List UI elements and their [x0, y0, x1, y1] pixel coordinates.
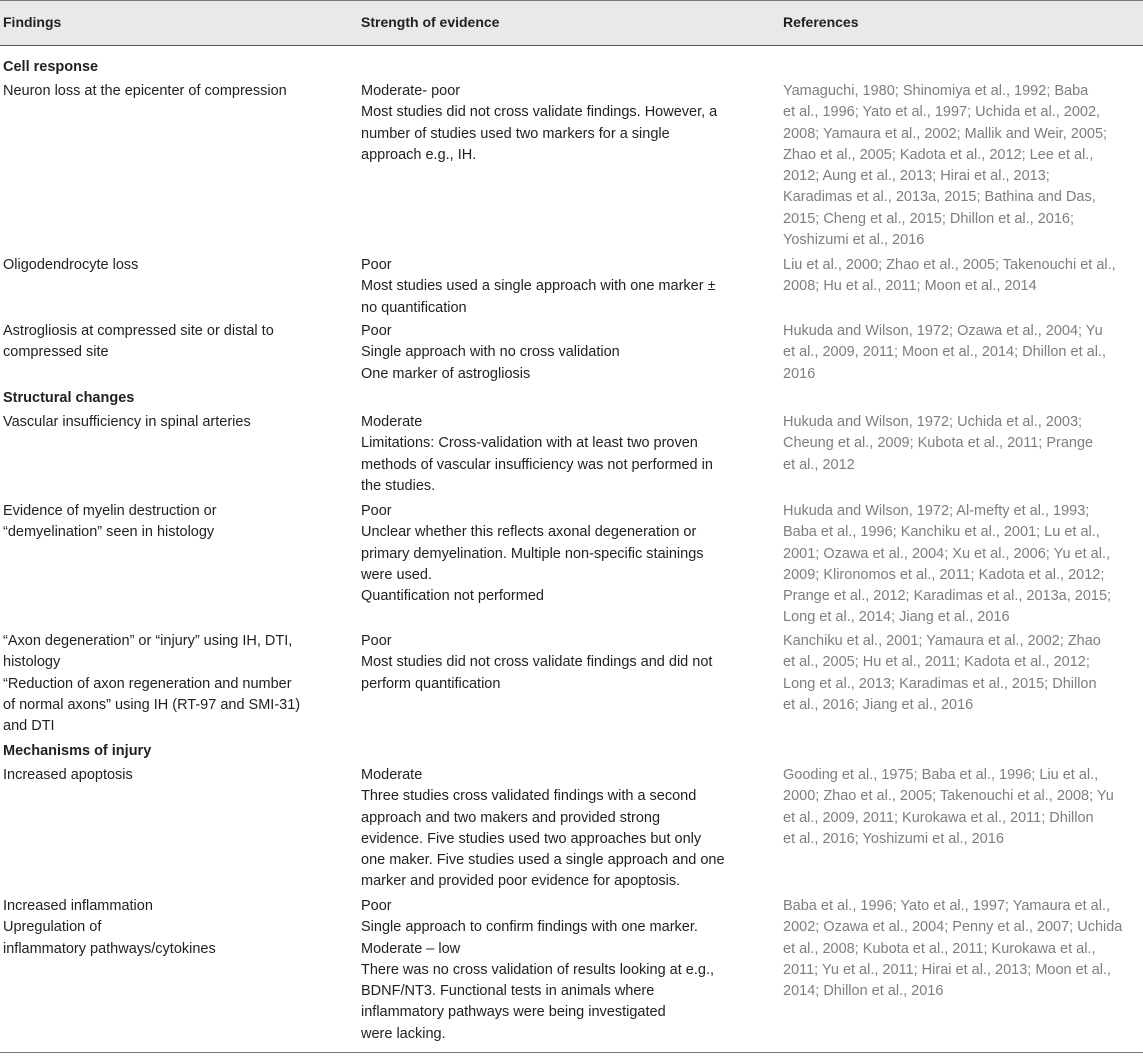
finding-cell-line: compressed site [3, 344, 109, 361]
references-cell-line: Long et al., 2013; Karadimas et al., 2015; Dhillon [783, 675, 1097, 692]
strength-cell [361, 81, 761, 166]
references-cell-line: Cheung et al., 2009; Kubota et al., 2011; Prange [783, 435, 1094, 452]
finding-cell [3, 321, 355, 364]
section-heading: Mechanisms of injury [3, 743, 152, 759]
strength-cell-line: Quantification not performed [361, 588, 544, 605]
references-cell-line: 2016 [783, 365, 816, 382]
header-strength-of-evidence: Strength of evidence [361, 14, 500, 30]
references-cell-line: Yoshizumi et al., 2016 [783, 232, 925, 249]
finding-cell-line: Neuron loss at the epicenter of compression [3, 83, 287, 99]
finding-cell-line: Increased apoptosis [3, 767, 133, 783]
references-cell-line: et al., 2008; Kubota et al., 2011; Kurokawa et al., [783, 940, 1096, 957]
references-cell-line: 2000; Zhao et al., 2005; Takenouchi et al., 2008; Yu [783, 788, 1114, 805]
strength-cell [361, 896, 761, 1045]
references-cell-line: Liu et al., 2000; Zhao et al., 2005; Takenouchi et al., [783, 257, 1116, 273]
references-cell-line: Hukuda and Wilson, 1972; Al-mefty et al., 1993; [783, 503, 1090, 519]
strength-cell-line: Poor [361, 257, 392, 273]
references-cell-line: Hukuda and Wilson, 1972; Uchida et al., 2003; [783, 414, 1083, 430]
finding-cell [3, 501, 355, 544]
finding-cell-line: inflammatory pathways/cytokines [3, 940, 216, 957]
strength-cell-line: Single approach to confirm findings with one marker. [361, 919, 698, 936]
strength-cell-line: the studies. [361, 477, 436, 494]
references-cell-line: 2012; Aung et al., 2013; Hirai et al., 2013; [783, 168, 1050, 185]
strength-cell-line: There was no cross validation of results looking at e.g., [361, 961, 715, 978]
finding-cell-line: Upregulation of [3, 919, 102, 936]
references-cell-line: et al., 2005; Hu et al., 2011; Kadota et al., 2012; [783, 654, 1090, 671]
strength-cell-line: Most studies used a single approach with one marker ± [361, 278, 716, 295]
finding-cell-line: of normal axons” using IH (RT-97 and SMI-31) [3, 696, 301, 713]
references-cell [783, 765, 1143, 850]
references-cell-line: Zhao et al., 2005; Kadota et al., 2012; Lee et al., [783, 146, 1094, 163]
strength-cell-line: Single approach with no cross validation [361, 344, 620, 361]
finding-cell-line: Oligodendrocyte loss [3, 257, 139, 273]
references-cell-line: et al., 2009, 2011; Kurokawa et al., 2011; Dhillon [783, 809, 1094, 826]
strength-cell-line: Moderate [361, 414, 423, 430]
references-cell [783, 81, 1143, 251]
references-cell-line: et al., 2016; Yoshizumi et al., 2016 [783, 830, 1004, 847]
strength-cell-line: no quantification [361, 299, 467, 316]
table-bottom-rule [0, 1052, 1143, 1053]
references-cell-line: 2001; Ozawa et al., 2004; Xu et al., 2006; Yu et al., [783, 545, 1111, 562]
strength-cell [361, 765, 761, 893]
finding-cell [3, 255, 355, 276]
finding-cell [3, 896, 355, 960]
strength-cell-line: approach and two makers and provided strong [361, 809, 661, 826]
finding-cell [3, 81, 355, 102]
references-cell-line: 2009; Klironomos et al., 2011; Kadota et al., 2012; [783, 566, 1105, 583]
references-cell-line: et al., 2016; Jiang et al., 2016 [783, 696, 974, 713]
header-references: References [783, 14, 859, 30]
strength-cell-line: One marker of astrogliosis [361, 365, 531, 382]
references-cell-line: Kanchiku et al., 2001; Yamaura et al., 2002; Zhao [783, 633, 1101, 649]
references-cell-line: 2002; Ozawa et al., 2004; Penny et al., 2007; Uchida [783, 919, 1123, 936]
strength-cell-line: Poor [361, 503, 392, 519]
finding-cell [3, 412, 355, 433]
strength-cell-line: methods of vascular insufficiency was not performed in [361, 456, 713, 473]
references-cell [783, 896, 1143, 1002]
strength-cell-line: Three studies cross validated findings with a second [361, 788, 697, 805]
references-cell-line: 2014; Dhillon et al., 2016 [783, 983, 944, 1000]
references-cell [783, 412, 1143, 476]
strength-cell-line: BDNF/NT3. Functional tests in animals where [361, 983, 655, 1000]
references-cell-line: 2015; Cheng et al., 2015; Dhillon et al., 2016; [783, 210, 1075, 227]
finding-cell-line: “Reduction of axon regeneration and number [3, 675, 292, 692]
strength-cell-line: were lacking. [361, 1025, 446, 1042]
references-cell-line: et al., 1996; Yato et al., 1997; Uchida et al., 2002, [783, 104, 1101, 121]
strength-cell-line: Poor [361, 898, 392, 914]
header-findings: Findings [3, 14, 62, 30]
section-heading: Cell response [3, 59, 99, 75]
references-cell-line: Long et al., 2014; Jiang et al., 2016 [783, 609, 1010, 626]
finding-cell-line: “Axon degeneration” or “injury” using IH, DTI, [3, 633, 293, 649]
references-cell [783, 255, 1143, 298]
strength-cell-line: perform quantification [361, 675, 501, 692]
strength-cell [361, 255, 761, 319]
finding-cell-line: Increased inflammation [3, 898, 153, 914]
strength-cell-line: Most studies did not cross validate findings. However, a [361, 104, 718, 121]
references-cell-line: 2008; Yamaura et al., 2002; Mallik and Weir, 2005; [783, 125, 1108, 142]
references-cell-line: Karadimas et al., 2013a, 2015; Bathina and Das, [783, 189, 1096, 206]
finding-cell [3, 765, 355, 786]
references-cell [783, 631, 1143, 716]
references-cell-line: 2011; Yu et al., 2011; Hirai et al., 2013; Moon et al., [783, 961, 1112, 978]
strength-cell-line: inflammatory pathways were being investigated [361, 1004, 666, 1021]
strength-cell [361, 321, 761, 385]
strength-cell-line: primary demyelination. Multiple non-specific stainings [361, 545, 704, 562]
references-cell-line: Yamaguchi, 1980; Shinomiya et al., 1992; Baba [783, 83, 1089, 99]
references-cell-line: Prange et al., 2012; Karadimas et al., 2013a, 2015; [783, 588, 1112, 605]
strength-cell-line: Moderate – low [361, 940, 461, 957]
strength-cell-line: Limitations: Cross-validation with at least two proven [361, 435, 698, 452]
references-cell-line: Baba et al., 1996; Yato et al., 1997; Yamaura et al., [783, 898, 1111, 914]
references-cell [783, 321, 1143, 385]
finding-cell-line: Astrogliosis at compressed site or distal to [3, 323, 274, 339]
strength-cell-line: approach e.g., IH. [361, 146, 477, 163]
references-cell-line: et al., 2012 [783, 456, 855, 473]
finding-cell-line: Vascular insufficiency in spinal arteries [3, 414, 251, 430]
references-cell-line: Gooding et al., 1975; Baba et al., 1996; Liu et al., [783, 767, 1099, 783]
strength-cell-line: Moderate [361, 767, 423, 783]
references-cell-line: Hukuda and Wilson, 1972; Ozawa et al., 2004; Yu [783, 323, 1103, 339]
strength-cell [361, 412, 761, 497]
strength-cell-line: Poor [361, 323, 392, 339]
strength-cell-line: Unclear whether this reflects axonal degeneration or [361, 524, 697, 541]
strength-cell-line: were used. [361, 566, 432, 583]
strength-cell-line: one maker. Five studies used a single approach and one [361, 852, 725, 869]
references-cell-line: 2008; Hu et al., 2011; Moon et al., 2014 [783, 278, 1037, 295]
section-heading: Structural changes [3, 390, 135, 406]
table-header [0, 0, 1143, 46]
references-cell [783, 501, 1143, 629]
strength-cell-line: evidence. Five studies used two approaches but only [361, 830, 702, 847]
strength-cell-line: Most studies did not cross validate findings and did not [361, 654, 713, 671]
strength-cell [361, 501, 761, 607]
finding-cell-line: Evidence of myelin destruction or [3, 503, 217, 519]
finding-cell [3, 631, 355, 737]
strength-cell-line: Poor [361, 633, 392, 649]
references-cell-line: Baba et al., 1996; Kanchiku et al., 2001; Lu et al., [783, 524, 1100, 541]
finding-cell-line: “demyelination” seen in histology [3, 524, 215, 541]
finding-cell-line: histology [3, 654, 61, 671]
finding-cell-line: and DTI [3, 718, 55, 735]
strength-cell-line: Moderate- poor [361, 83, 461, 99]
references-cell-line: et al., 2009, 2011; Moon et al., 2014; Dhillon et al., [783, 344, 1106, 361]
strength-cell-line: marker and provided poor evidence for apoptosis. [361, 873, 681, 890]
strength-cell [361, 631, 761, 695]
strength-cell-line: number of studies used two markers for a single [361, 125, 670, 142]
